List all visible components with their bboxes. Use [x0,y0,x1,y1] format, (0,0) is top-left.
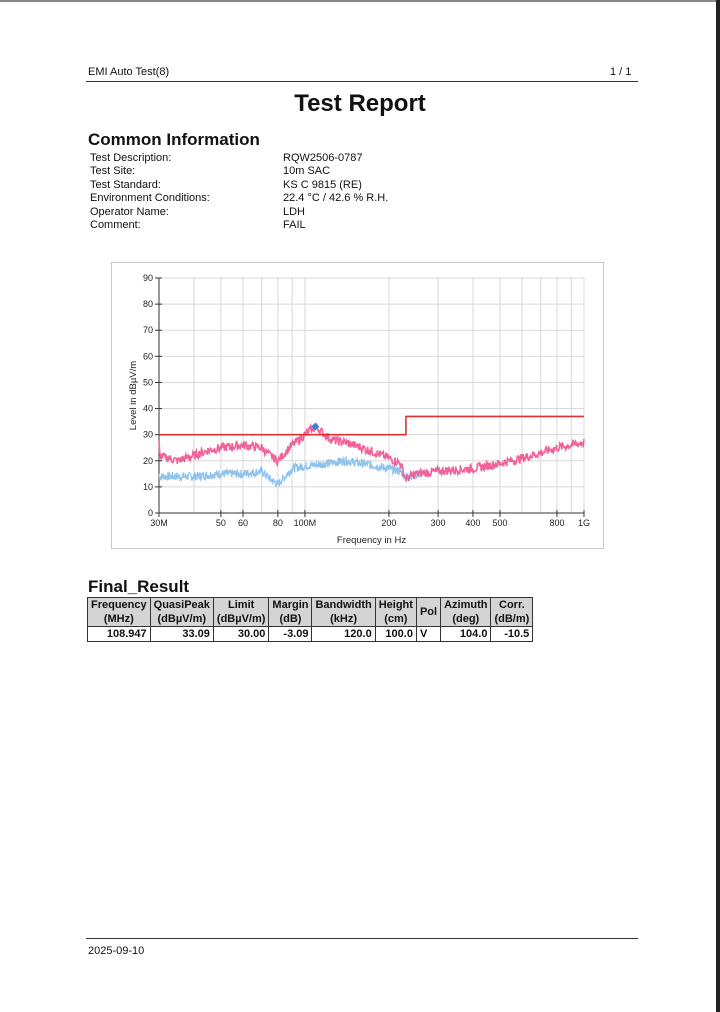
x-tick-label: 800 [549,518,565,528]
x-tick-label: 100M [293,518,317,528]
final-result-table [87,597,533,642]
cell-height: 100.0 [375,627,416,642]
info-value: 22.4 °C / 42.6 % R.H. [283,192,389,205]
info-label: Operator Name: [90,205,169,218]
info-label: Test Description: [90,152,172,164]
table-header-row [88,598,533,627]
info-row [90,192,388,205]
info-value: KS C 9815 (RE) [283,178,362,191]
right-edge [716,0,720,1012]
col-limit: Limit (dBµV/m) [213,598,269,627]
info-row [90,165,388,178]
y-tick-label: 0 [147,508,153,518]
header-divider [86,81,638,82]
info-row [90,219,388,232]
col-azimuth: Azimuth (deg) [441,598,491,627]
info-label: Test Site: [90,165,136,178]
cell-quasipeak: 33.09 [150,627,213,642]
emission-chart-svg [112,263,603,548]
info-row [90,152,388,165]
x-tick-label: 1G [577,518,591,528]
top-edge [0,0,720,2]
footer-divider [86,938,638,939]
y-tick-label: 70 [142,325,153,336]
info-value: RQW2506-0787 [283,152,363,164]
final-result-heading: Final_Result [88,577,190,596]
page-title: Test Report [294,90,426,117]
y-tick-label: 20 [142,455,153,466]
x-tick-label: 200 [381,518,397,528]
info-row [90,179,388,192]
limit-line [159,416,584,434]
col-quasipeak: QuasiPeak (dBµV/m) [150,598,213,627]
cell-pol: V [416,627,440,642]
x-tick-label: 30M [150,518,168,528]
cell-frequency: 108.947 [88,627,151,642]
report-header-title: EMI Auto Test(8) [88,66,170,78]
info-label: Environment Conditions: [90,192,210,205]
col-frequency: Frequency (MHz) [88,598,151,627]
info-value: LDH [283,205,306,218]
common-info-heading: Common Information [88,130,260,149]
table-row [88,627,533,642]
y-tick-label: 60 [142,351,153,362]
x-tick-label: 60 [238,518,249,528]
info-value: FAIL [283,219,306,232]
x-tick-label: 400 [465,518,481,528]
emission-chart [111,262,604,549]
cell-corr: -10.5 [491,627,533,642]
y-tick-label: 90 [142,273,153,283]
cell-margin: -3.09 [269,627,312,642]
report-date: 2025-09-10 [88,945,145,957]
cell-limit: 30.00 [213,627,269,642]
page-number: 1 / 1 [610,66,632,78]
info-row [90,206,388,219]
info-label: Test Standard: [90,178,161,191]
common-info-list [90,152,388,232]
cell-azimuth: 104.0 [441,627,491,642]
cell-bandwidth: 120.0 [312,627,375,642]
y-tick-label: 50 [142,377,153,388]
x-axis-label: Frequency in Hz [336,535,407,546]
info-value: 10m SAC [283,165,331,178]
x-tick-label: 300 [430,518,446,528]
y-axis-label: Level in dBµV/m [128,360,139,431]
y-tick-label: 30 [142,429,153,440]
col-margin: Margin (dB) [269,598,312,627]
x-tick-label: 80 [272,518,283,528]
info-label: Comment: [90,219,141,232]
y-tick-label: 10 [142,481,153,492]
x-tick-label: 500 [492,518,508,528]
y-tick-label: 40 [142,403,153,414]
col-height: Height (cm) [375,598,416,627]
col-pol: Pol [416,598,440,627]
y-tick-label: 80 [142,299,153,310]
x-tick-label: 50 [215,518,226,528]
col-corr: Corr. (dB/m) [491,598,533,627]
col-bandwidth: Bandwidth (kHz) [312,598,375,627]
